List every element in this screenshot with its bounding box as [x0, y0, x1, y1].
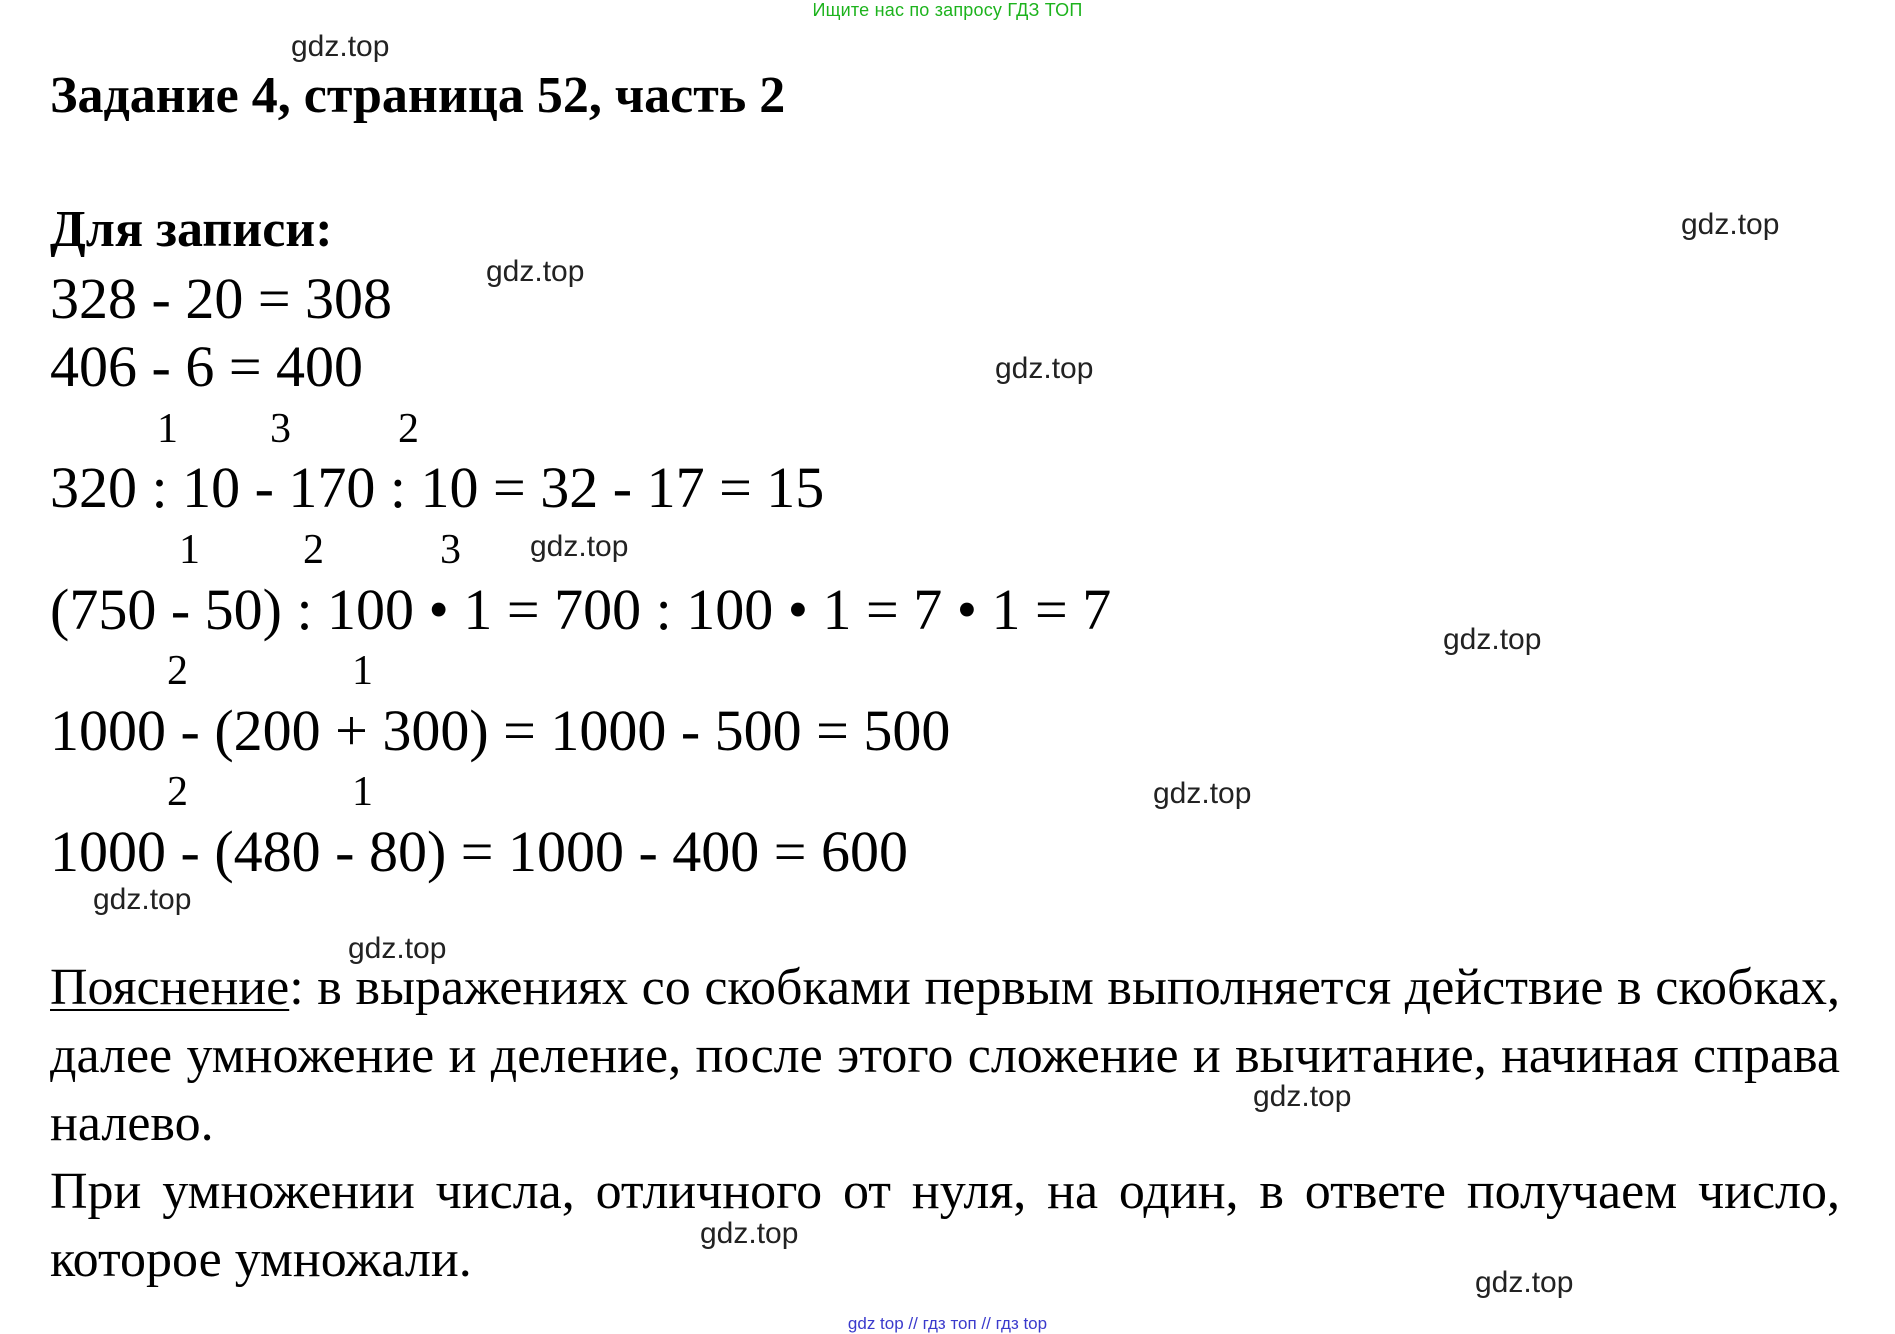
watermark: gdz.top: [700, 1217, 799, 1250]
order-mark: 1: [352, 648, 373, 694]
order-mark: 2: [398, 406, 419, 452]
top-banner: Ищите нас по запросу ГДЗ ТОП: [812, 0, 1083, 20]
section-label: Для записи:: [50, 201, 333, 258]
watermark: gdz.top: [1443, 623, 1542, 656]
order-mark: 1: [157, 406, 178, 452]
watermark: gdz.top: [486, 255, 585, 288]
equation-3: 320 : 10 - 170 : 10 = 32 - 17 = 15: [50, 455, 825, 520]
explanation-paragraph: [50, 954, 1840, 1158]
equation-1: 328 - 20 = 308: [50, 266, 393, 331]
order-mark: 3: [440, 527, 461, 573]
watermark: gdz.top: [93, 883, 192, 916]
watermark: gdz.top: [1253, 1080, 1352, 1113]
order-mark: 1: [179, 527, 200, 573]
watermark: gdz.top: [530, 530, 629, 563]
explanation-text: : в выражениях со скобками первым выполняется действие в скобках, далее умножение и деление, после этого сложение и вычитание, начиная справа налево.: [50, 959, 1840, 1152]
explanation-label: Пояснение: [50, 959, 290, 1016]
equation-6: 1000 - (480 - 80) = 1000 - 400 = 600: [50, 819, 908, 884]
equation-4: (750 - 50) : 100 • 1 = 700 : 100 • 1 = 7 • 1 = 7: [50, 577, 1112, 642]
footer-links: gdz top // гдз топ // гдз top: [847, 1314, 1048, 1333]
watermark: gdz.top: [1153, 777, 1252, 810]
watermark: gdz.top: [1681, 208, 1780, 241]
note-paragraph: При умножении числа, отличного от нуля, на один, в ответе получаем число, которое умножали.: [50, 1163, 1840, 1288]
order-mark: 2: [167, 769, 188, 815]
order-mark: 1: [352, 769, 373, 815]
page-title: Задание 4, страница 52, часть 2: [50, 67, 786, 124]
order-mark: 3: [270, 406, 291, 452]
watermark: gdz.top: [1475, 1266, 1574, 1299]
order-mark: 2: [303, 527, 324, 573]
watermark: gdz.top: [348, 932, 447, 965]
equation-5: 1000 - (200 + 300) = 1000 - 500 = 500: [50, 698, 951, 763]
watermark: gdz.top: [995, 352, 1094, 385]
equation-2: 406 - 6 = 400: [50, 334, 364, 399]
order-mark: 2: [167, 648, 188, 694]
watermark: gdz.top: [291, 30, 390, 63]
